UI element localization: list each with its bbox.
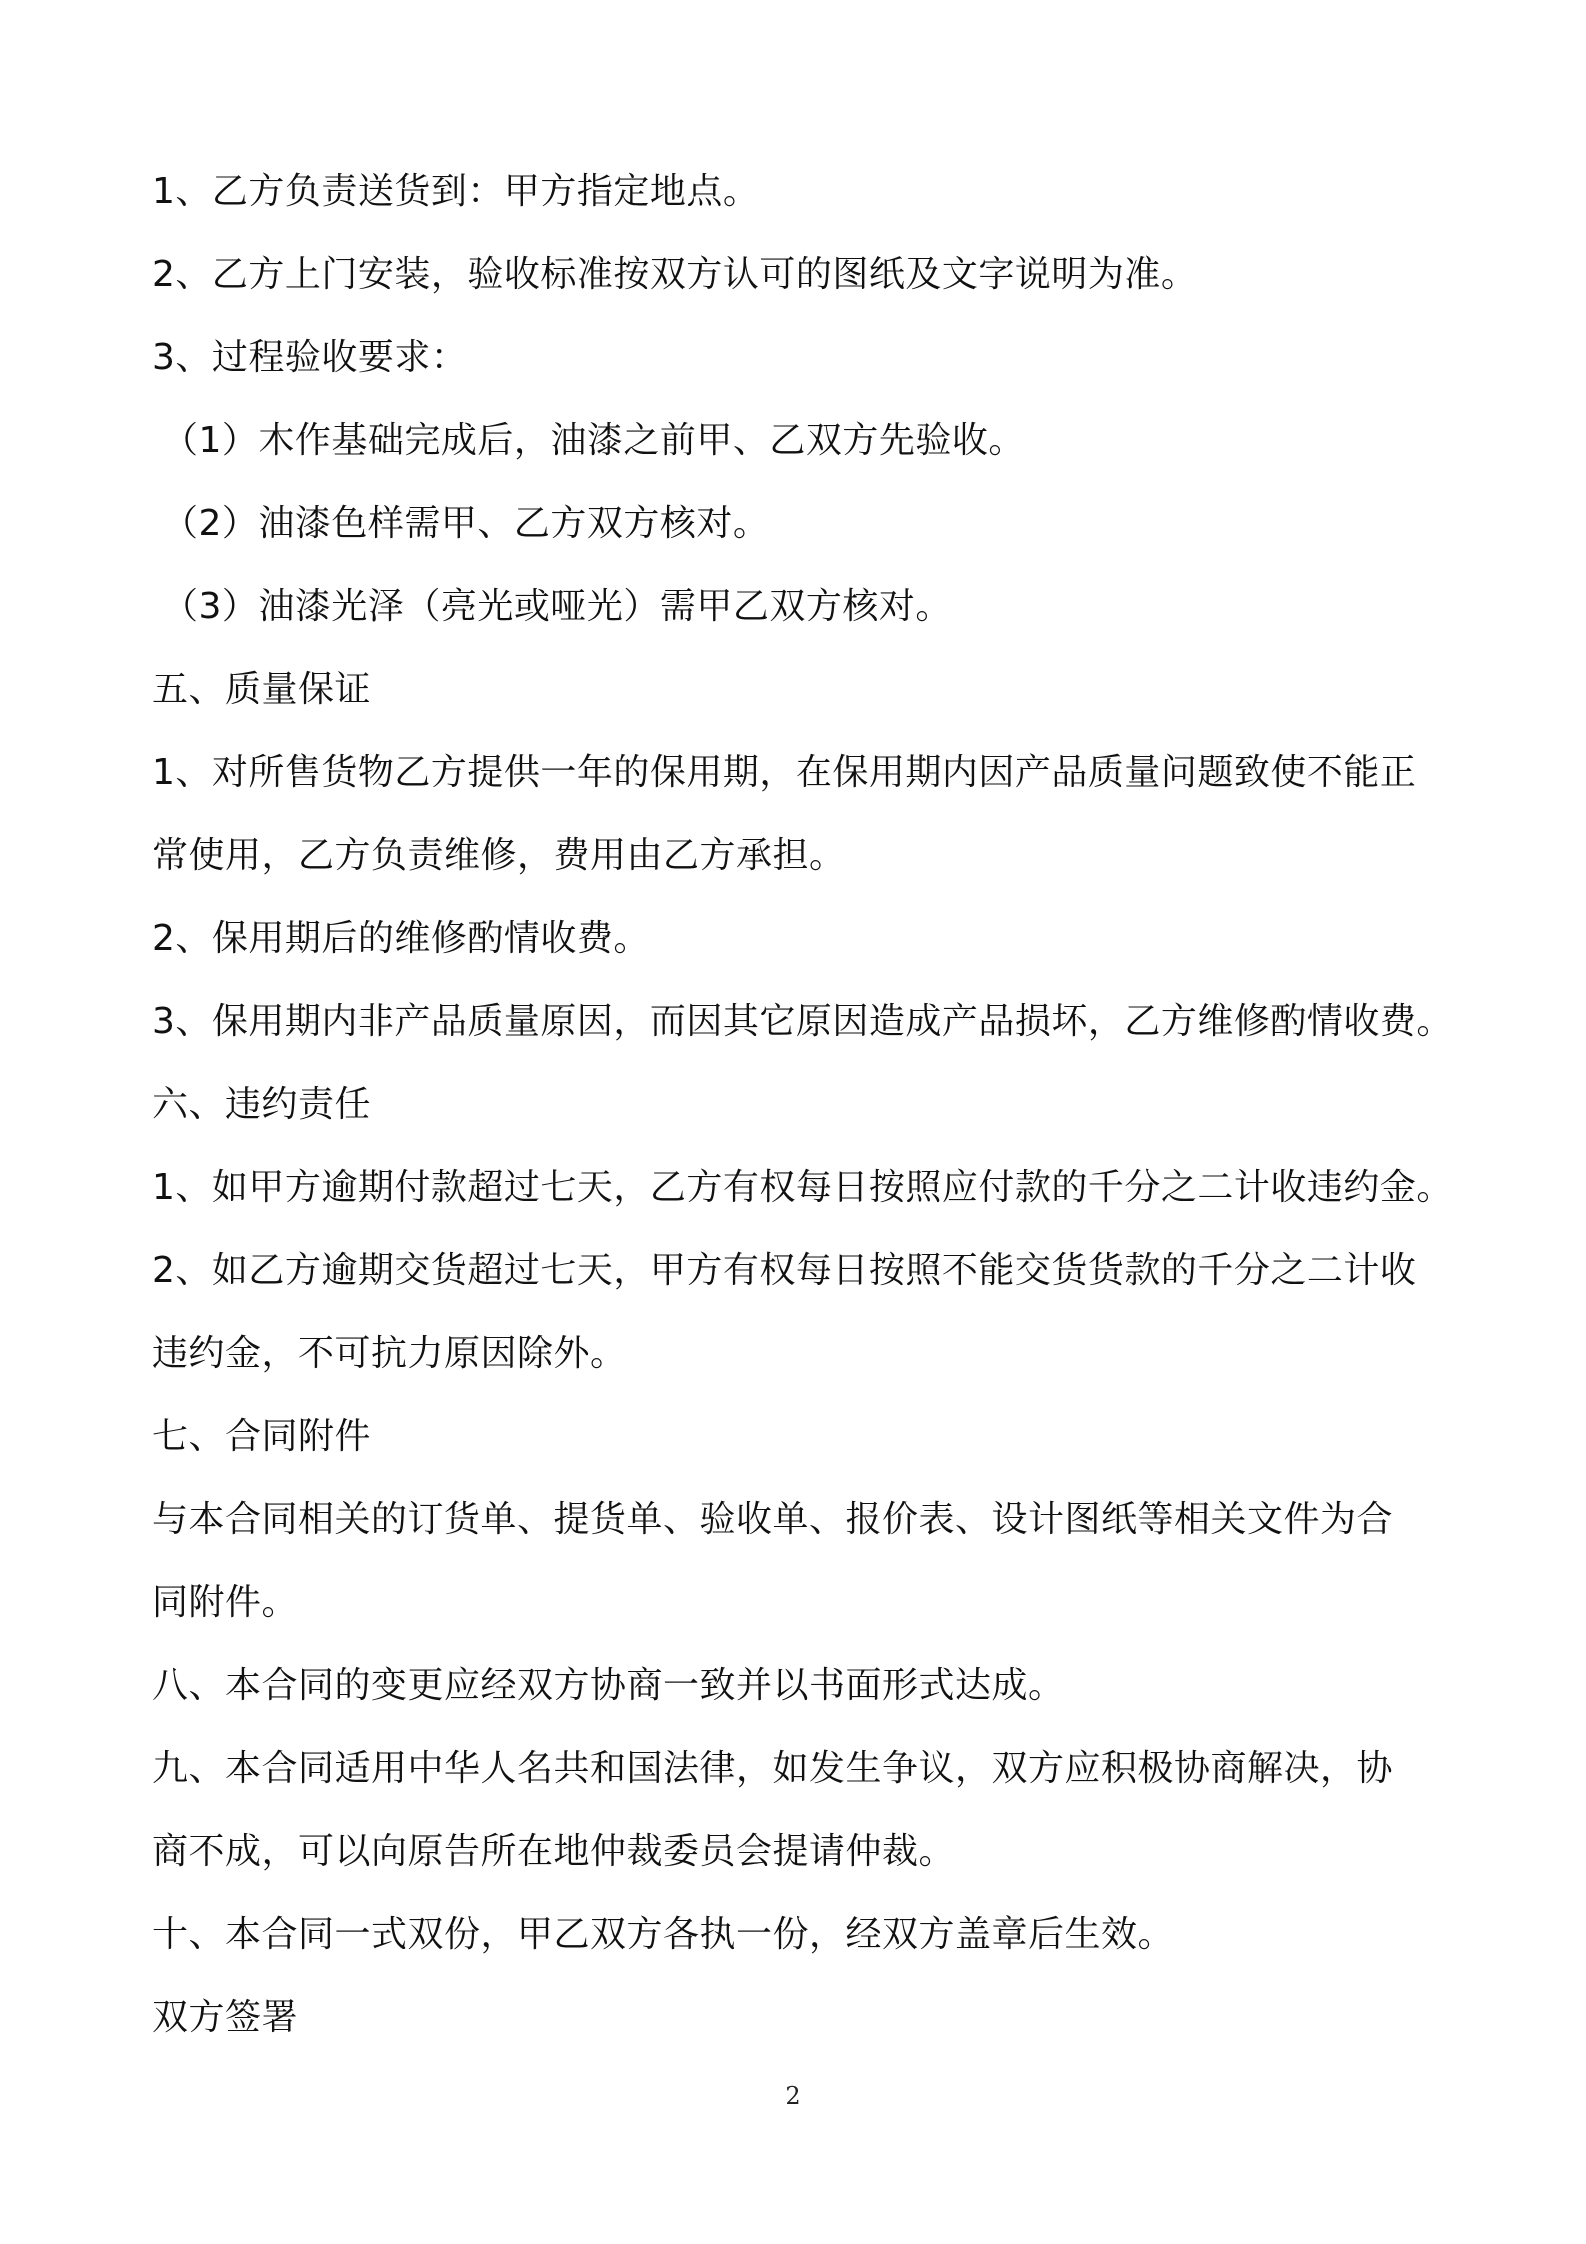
subclause-paint-color: （2）油漆色样需甲、乙方双方核对。 bbox=[162, 503, 770, 544]
clause-governing-law-line-2: 商不成，可以向原告所在地仲裁委员会提请仲裁。 bbox=[152, 1831, 956, 1872]
clause-installation: 2、乙方上门安装，验收标准按双方认可的图纸及文字说明为准。 bbox=[152, 254, 1198, 295]
subclause-paint-gloss: （3）油漆光泽（亮光或哑光）需甲乙双方核对。 bbox=[162, 586, 952, 627]
clause-late-delivery-line-2: 违约金，不可抗力原因除外。 bbox=[152, 1333, 627, 1374]
clause-governing-law-line-1: 九、本合同适用中华人名共和国法律，如发生争议，双方应积极协商解决，协 bbox=[152, 1748, 1394, 1789]
clause-warranty-line-1: 1、对所售货物乙方提供一年的保用期，在保用期内因产品质量问题致使不能正 bbox=[152, 752, 1417, 793]
clause-late-delivery-line-1: 2、如乙方逾期交货超过七天，甲方有权每日按照不能交货货款的千分之二计收 bbox=[152, 1250, 1417, 1291]
clause-amendment: 八、本合同的变更应经双方协商一致并以书面形式达成。 bbox=[152, 1665, 1065, 1706]
signature-heading: 双方签署 bbox=[152, 1997, 299, 2038]
clause-delivery: 1、乙方负责送货到：甲方指定地点。 bbox=[152, 171, 760, 212]
clause-attachments-line-2: 同附件。 bbox=[152, 1582, 299, 1623]
section-heading-quality: 五、质量保证 bbox=[152, 669, 372, 710]
clause-attachments-line-1: 与本合同相关的订货单、提货单、验收单、报价表、设计图纸等相关文件为合 bbox=[152, 1499, 1394, 1540]
page-number: 2 bbox=[785, 2082, 801, 2110]
clause-warranty-line-2: 常使用，乙方负责维修，费用由乙方承担。 bbox=[152, 835, 846, 876]
section-heading-liability: 六、违约责任 bbox=[152, 1084, 372, 1125]
section-heading-attachments: 七、合同附件 bbox=[152, 1416, 372, 1457]
clause-non-quality-damage: 3、保用期内非产品质量原因，而因其它原因造成产品损坏，乙方维修酌情收费。 bbox=[152, 1001, 1453, 1042]
subclause-woodwork-acceptance: （1）木作基础完成后，油漆之前甲、乙双方先验收。 bbox=[162, 420, 1025, 461]
document-body bbox=[152, 150, 1452, 2059]
clause-late-payment: 1、如甲方逾期付款超过七天，乙方有权每日按照应付款的千分之二计收违约金。 bbox=[152, 1167, 1453, 1208]
clause-copies: 十、本合同一式双份，甲乙双方各执一份，经双方盖章后生效。 bbox=[152, 1914, 1175, 1955]
clause-process-acceptance: 3、过程验收要求： bbox=[152, 337, 468, 378]
clause-post-warranty: 2、保用期后的维修酌情收费。 bbox=[152, 918, 650, 959]
